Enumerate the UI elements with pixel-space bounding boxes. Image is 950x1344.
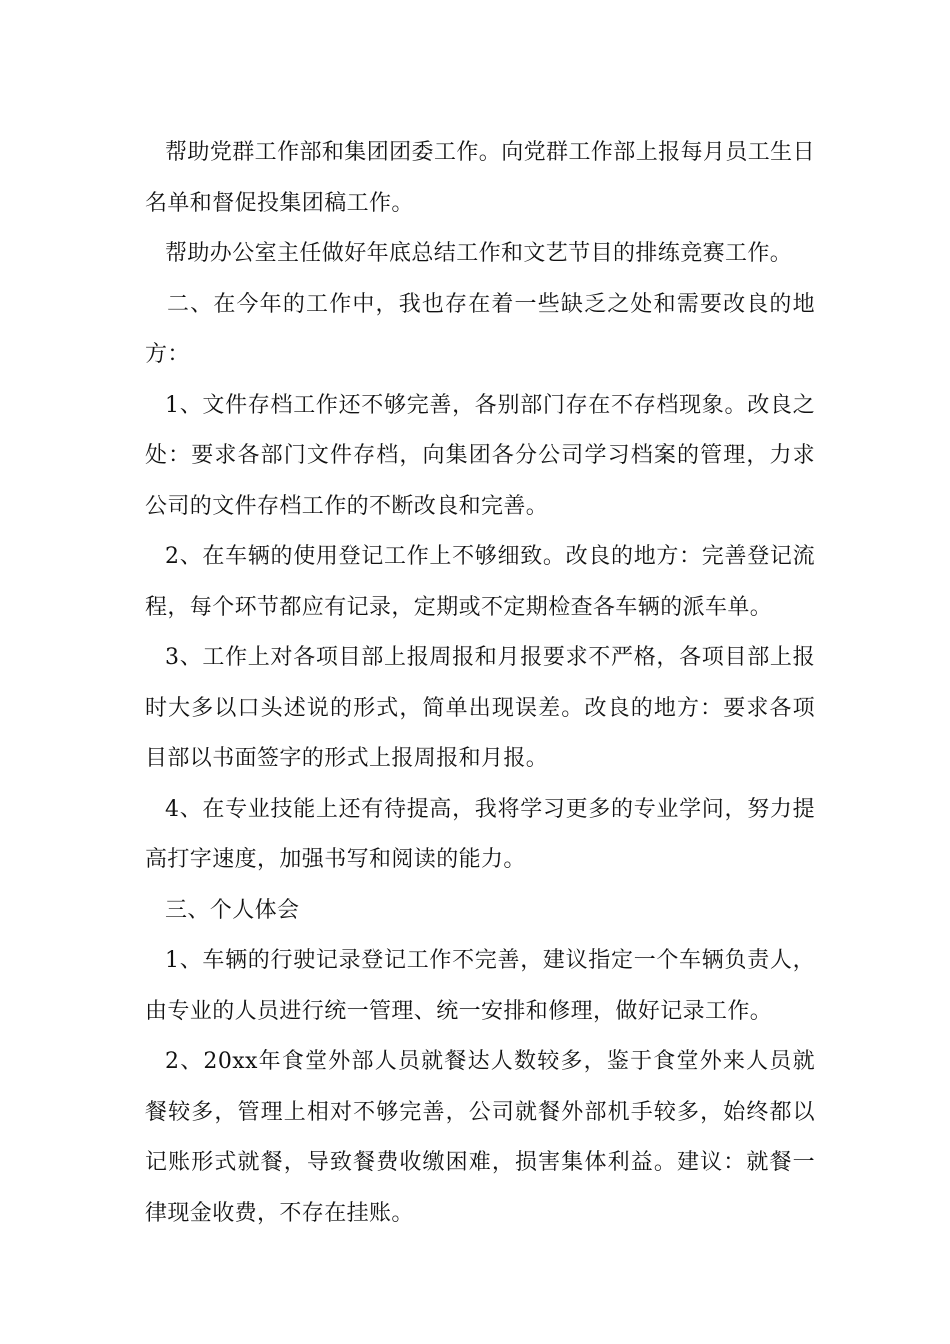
paragraph-2: 帮助办公室主任做好年底总结工作和文艺节目的排练竞赛工作。 (165, 241, 793, 266)
document-body (145, 128, 815, 1239)
paragraph-item-3: 3、工作上对各项目部上报周报和月报要求不严格，各项目部上报时大多以口头述说的形式，简单出现误差。改良的地方：要求各项目部以书面签字的形式上报周报和月报。 (145, 645, 815, 771)
section-heading-2: 二、在今年的工作中，我也存在着一些缺乏之处和需要改良的地方： (145, 291, 815, 367)
paragraph-item-2: 2、在车辆的使用登记工作上不够细致。改良的地方：完善登记流程，每个环节都应有记录，定期或不定期检查各车辆的派车单。 (145, 544, 815, 620)
section-heading-3: 三、个人体会 (165, 897, 300, 923)
paragraph-item-1: 1、文件存档工作还不够完善，各别部门存在不存档现象。改良之处：要求各部门文件存档，向集团各分公司学习档案的管理，力求公司的文件存档工作的不断改良和完善。 (145, 392, 815, 519)
paragraph-experience-1: 1、车辆的行驶记录登记工作不完善，建议指定一个车辆负责人，由专业的人员进行统一管理、统一安排和修理，做好记录工作。 (145, 948, 815, 1024)
paragraph-experience-2: 2、20xx年食堂外部人员就餐达人数较多，鉴于食堂外来人员就餐较多，管理上相对不够完善，公司就餐外部机手较多，始终都以记账形式就餐，导致餐费收缴困难，损害集体利益。建议：就餐一律现金收费，不存在挂账。 (145, 1049, 815, 1226)
paragraph-1: 帮助党群工作部和集团团委工作。向党群工作部上报每月员工生日名单和督促投集团稿工作。 (145, 140, 815, 216)
paragraph-item-4: 4、在专业技能上还有待提高，我将学习更多的专业学问，努力提高打字速度，加强书写和阅读的能力。 (145, 796, 815, 872)
